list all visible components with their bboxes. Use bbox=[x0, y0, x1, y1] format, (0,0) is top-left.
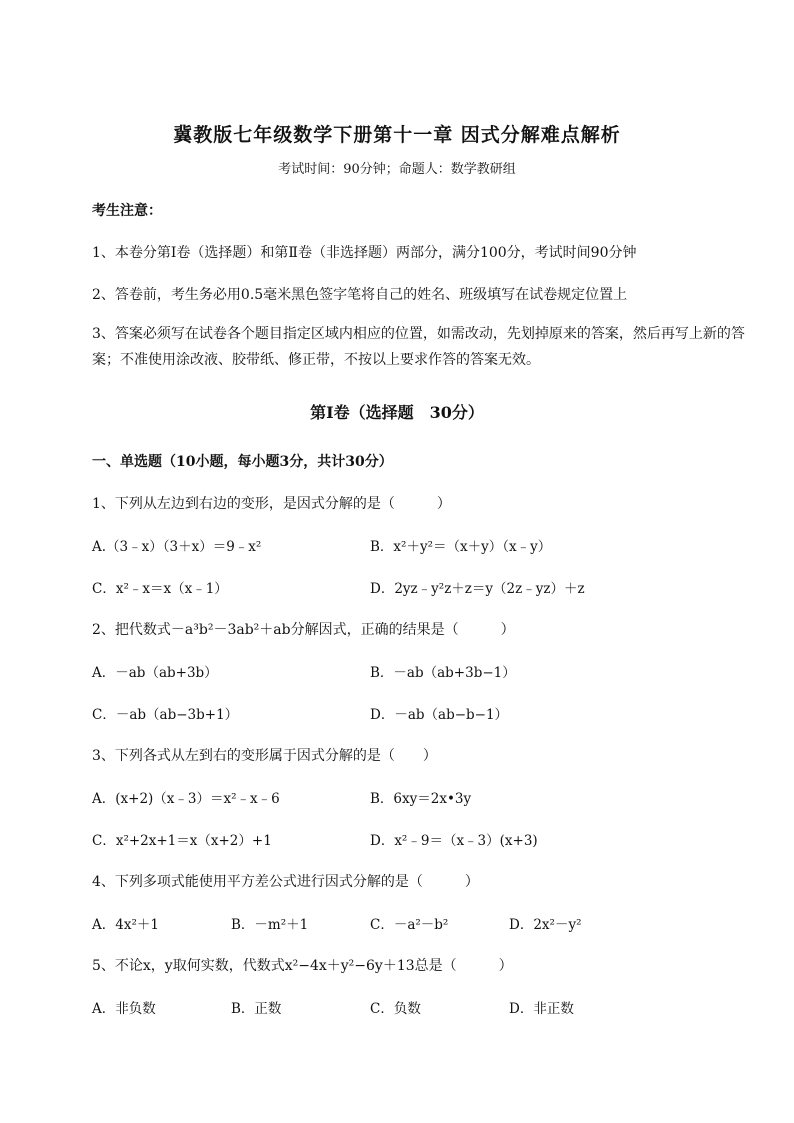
option-d: D．2yz﹣y²z＋z＝y（2z﹣yz）＋z bbox=[370, 581, 585, 597]
option-a: A．－ab（ab+3b） bbox=[92, 665, 218, 681]
notice-heading: 考生注意： bbox=[92, 203, 162, 219]
option-c: C．x²﹣x＝x（x﹣1） bbox=[92, 581, 228, 597]
page-title: 冀教版七年级数学下册第十一章 因式分解难点解析 bbox=[173, 124, 621, 146]
option-b: B．－m²＋1 bbox=[231, 917, 309, 933]
option-d: D．x²﹣9＝（x﹣3）(x+3) bbox=[370, 833, 538, 849]
question-stem: 4、下列多项式能使用平方差公式进行因式分解的是（ ） bbox=[92, 874, 479, 890]
option-a: A．(x+2)（x﹣3）＝x²﹣x﹣6 bbox=[92, 791, 280, 807]
notice-item: 3、答案必须写在试卷各个题目指定区域内相应的位置，如需改动，先划掉原来的答案，然后再写上新的答案；不准使用涂改液、胶带纸、修正带，不按以上要求作答的答案无效。 bbox=[92, 326, 745, 368]
option-b: B．6xy＝2x•3y bbox=[370, 791, 472, 807]
option-c: C．x²+2x+1＝x（x+2）+1 bbox=[92, 833, 272, 849]
notice-item: 1、本卷分第I卷（选择题）和第Ⅱ卷（非选择题）两部分，满分100分，考试时间90分钟 bbox=[92, 245, 637, 261]
option-d: D．2x²－y² bbox=[509, 917, 582, 933]
question-stem: 1、下列从左边到右边的变形，是因式分解的是（ ） bbox=[92, 496, 451, 512]
option-b: B．x²＋y²＝（x＋y）（x﹣y） bbox=[370, 539, 552, 555]
option-d: D．非正数 bbox=[509, 1001, 574, 1017]
option-b: B．正数 bbox=[231, 1001, 282, 1017]
question-stem: 5、不论x，y取何实数，代数式x²−4x＋y²−6y＋13总是（ ） bbox=[92, 958, 513, 974]
option-c: C．负数 bbox=[370, 1001, 421, 1017]
option-a: A．4x²＋1 bbox=[92, 917, 159, 933]
option-c: C．－ab（ab−3b+1） bbox=[92, 707, 239, 723]
option-c: C．－a²－b² bbox=[370, 917, 449, 933]
exam-info: 考试时间：90分钟；命题人：数学教研组 bbox=[278, 162, 516, 177]
section-title: 第I卷（选择题 30分） bbox=[310, 403, 484, 422]
question-stem: 3、下列各式从左到右的变形属于因式分解的是（ ） bbox=[92, 748, 437, 764]
notice-item: 2、答卷前，考生务必用0.5毫米黑色签字笔将自己的姓名、班级填写在试卷规定位置上 bbox=[92, 287, 628, 303]
option-b: B．－ab（ab+3b−1） bbox=[370, 665, 516, 681]
question-stem: 2、把代数式－a³b²－3ab²＋ab分解因式，正确的结果是（ ） bbox=[92, 622, 515, 638]
option-a: A．非负数 bbox=[92, 1001, 156, 1017]
part-title: 一、单选题（10小题，每小题3分，共计30分） bbox=[92, 454, 393, 470]
option-a: A.（3﹣x）（3＋x）＝9﹣x² bbox=[92, 539, 262, 555]
option-d: D．－ab（ab−b−1） bbox=[370, 707, 509, 723]
